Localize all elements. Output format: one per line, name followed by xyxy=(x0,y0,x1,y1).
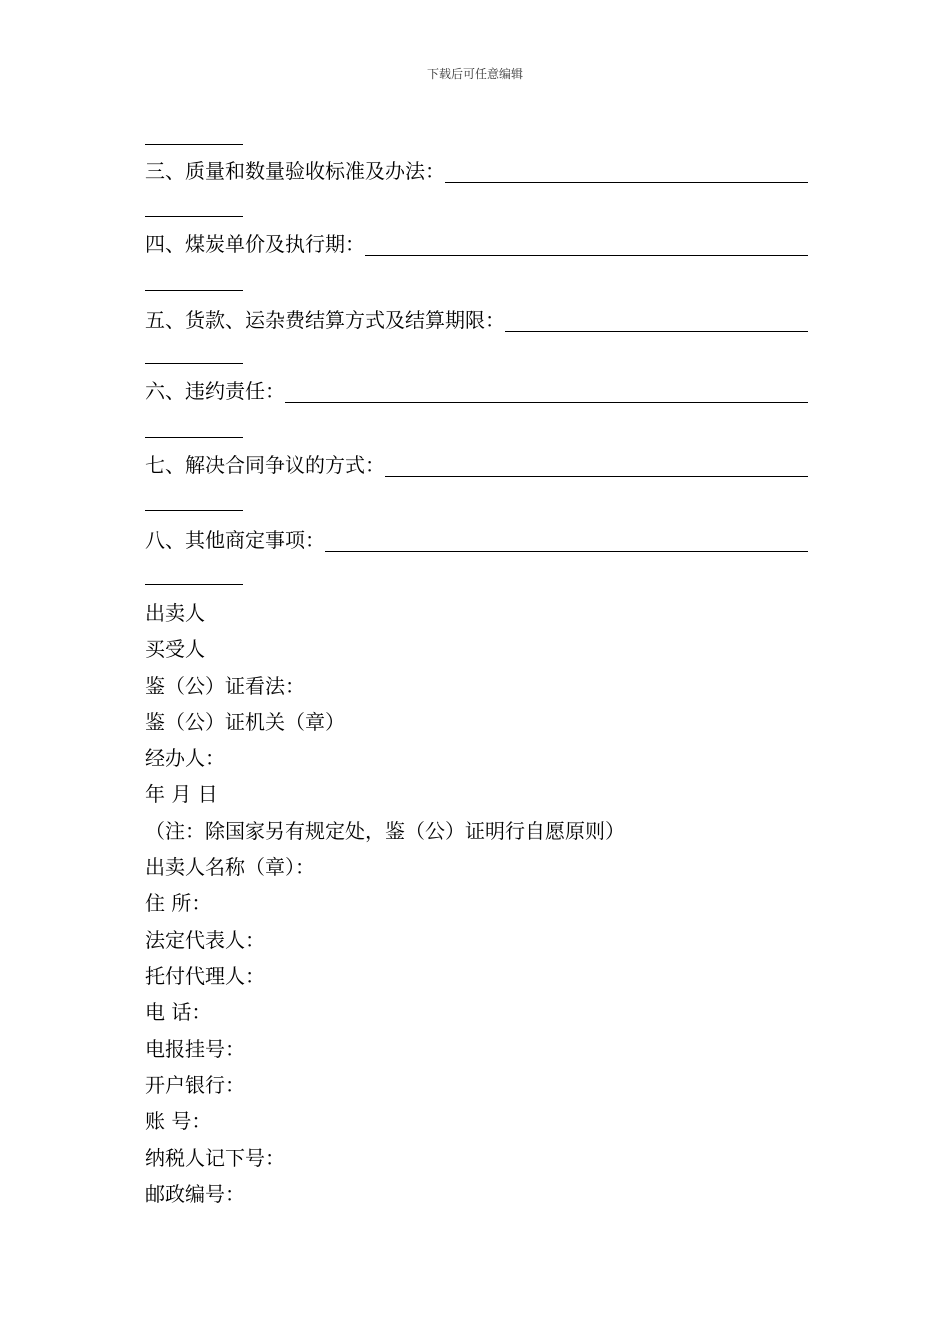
handler-label: 经办人： xyxy=(145,746,225,770)
fill-in-blank[interactable] xyxy=(505,331,808,332)
clause-label: 四、煤炭单价及执行期： xyxy=(145,232,365,256)
seller-label: 出卖人 xyxy=(145,601,205,625)
clause-label: 五、货款、运杂费结算方式及结算期限： xyxy=(145,308,505,332)
authorized-agent-label: 托付代理人： xyxy=(145,964,265,988)
address-label: 住 所： xyxy=(145,891,212,915)
continuation-underline xyxy=(145,216,243,217)
date-label: 年 月 日 xyxy=(145,782,218,806)
seller-name-label: 出卖人名称（章）： xyxy=(145,855,315,879)
fill-in-blank[interactable] xyxy=(285,402,808,403)
clause-dispute-resolution xyxy=(145,449,808,479)
page-header: 下载后可任意编辑 xyxy=(426,67,523,81)
account-label: 账 号： xyxy=(145,1109,212,1133)
taxpayer-id-label: 纳税人记下号： xyxy=(145,1146,285,1170)
clause-label: 三、质量和数量验收标准及办法： xyxy=(145,159,445,183)
buyer-label: 买受人 xyxy=(145,637,205,661)
clause-label: 七、解决合同争议的方式： xyxy=(145,453,385,477)
notary-office-label: 鉴（公）证机关（章） xyxy=(145,710,345,734)
continuation-underline xyxy=(145,584,243,585)
clause-coal-price xyxy=(145,228,808,258)
clause-label: 六、违约责任： xyxy=(145,379,285,403)
continuation-underline xyxy=(145,510,243,511)
telephone-label: 电 话： xyxy=(145,1000,212,1024)
continuation-underline xyxy=(145,144,243,145)
clause-breach-liability xyxy=(145,375,808,405)
fill-in-blank[interactable] xyxy=(325,551,808,552)
legal-representative-label: 法定代表人： xyxy=(145,928,265,952)
continuation-underline xyxy=(145,363,243,364)
telegraph-label: 电报挂号： xyxy=(145,1037,245,1061)
voluntary-note: （注：除国家另有规定处，鉴（公）证明行自愿原则） xyxy=(145,819,625,843)
continuation-underline xyxy=(145,437,243,438)
notary-opinion-label: 鉴（公）证看法： xyxy=(145,674,305,698)
postal-code-label: 邮政编号： xyxy=(145,1182,245,1206)
fill-in-blank[interactable] xyxy=(445,182,808,183)
clause-quality-acceptance xyxy=(145,155,808,185)
clause-other-matters xyxy=(145,524,808,554)
fill-in-blank[interactable] xyxy=(365,255,808,256)
continuation-underline xyxy=(145,290,243,291)
bank-label: 开户银行： xyxy=(145,1073,245,1097)
clause-label: 八、其他商定事项： xyxy=(145,528,325,552)
clause-payment-settlement xyxy=(145,304,808,334)
fill-in-blank[interactable] xyxy=(385,476,808,477)
